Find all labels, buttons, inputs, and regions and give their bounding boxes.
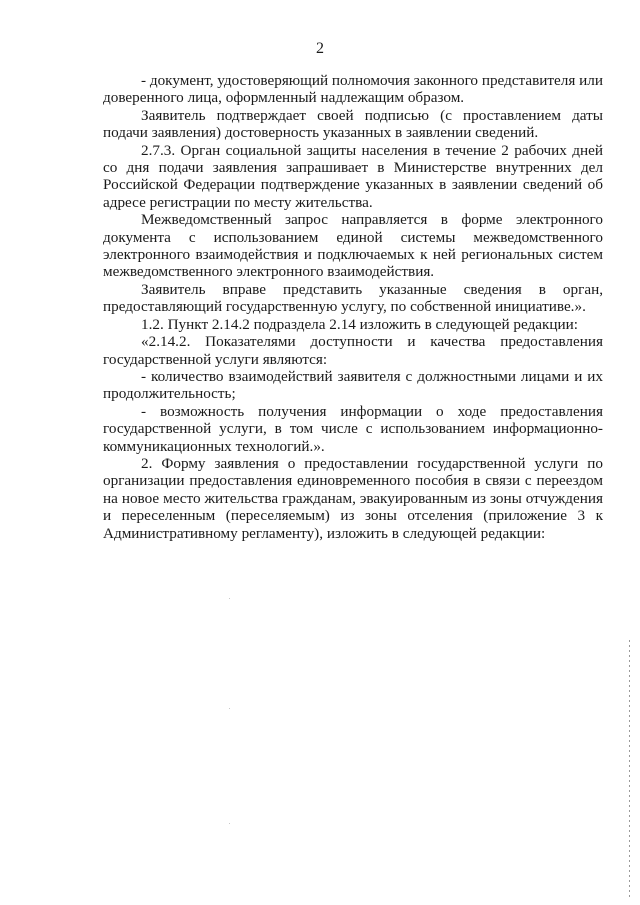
scan-edge-mark	[629, 640, 630, 900]
scan-speck	[229, 823, 230, 824]
paragraph-applicant-confirmation: Заявитель подтверждает своей подписью (с проставлением даты подачи заявления) достоверность указанных в заявлении сведений.	[103, 106, 603, 142]
page-number: 2	[316, 40, 324, 57]
paragraph-1-2: 1.2. Пункт 2.14.2 подраздела 2.14 изложить в следующей редакции:	[141, 315, 579, 333]
paragraph-2-7-3: 2.7.3. Орган социальной защиты населения в течение 2 рабочих дней со дня подачи заявления запрашивает в Министерстве внутренних дел Российской Федерации подтверждение указанных в заявлении сведений об адресе регистрации по месту жительства.	[103, 141, 603, 211]
scan-speck	[229, 708, 230, 709]
paragraph-representative-document: - документ, удостоверяющий полномочия законного представителя или доверенного лица, оформленный надлежащим образом.	[103, 72, 603, 107]
paragraph-interagency-request: Межведомственный запрос направляется в форме электронного документа с использованием единой системы межведомственного электронного взаимодействия и подключаемых к ней региональных систем межведомственного электронного взаимодействия.	[103, 211, 603, 281]
paragraph-interaction-count: - количество взаимодействий заявителя с должностными лицами и их продолжительность;	[103, 367, 603, 403]
paragraph-2-form: 2. Форму заявления о предоставлении государственной услуги по организации предоставления единовременного пособия в связи с переездом на новое место жительства гражданам, эвакуированным из зоны отчуждения и переселенным (переселяемым) из зоны отселения (приложение 3 к Административному регламенту), изложить в следующей редакции:	[103, 454, 603, 542]
document-body	[103, 72, 603, 542]
paragraph-information-access: - возможность получения информации о ходе предоставления государственной услуги, в том числе с использованием информационно-коммуникационных технологий.».	[103, 402, 603, 455]
paragraph-2-14-2: «2.14.2. Показателями доступности и качества предоставления государственной услуги являются:	[103, 333, 603, 368]
paragraph-applicant-right: Заявитель вправе представить указанные сведения в орган, предоставляющий государственную услугу, по собственной инициативе.».	[103, 280, 603, 316]
scan-speck	[229, 598, 230, 599]
